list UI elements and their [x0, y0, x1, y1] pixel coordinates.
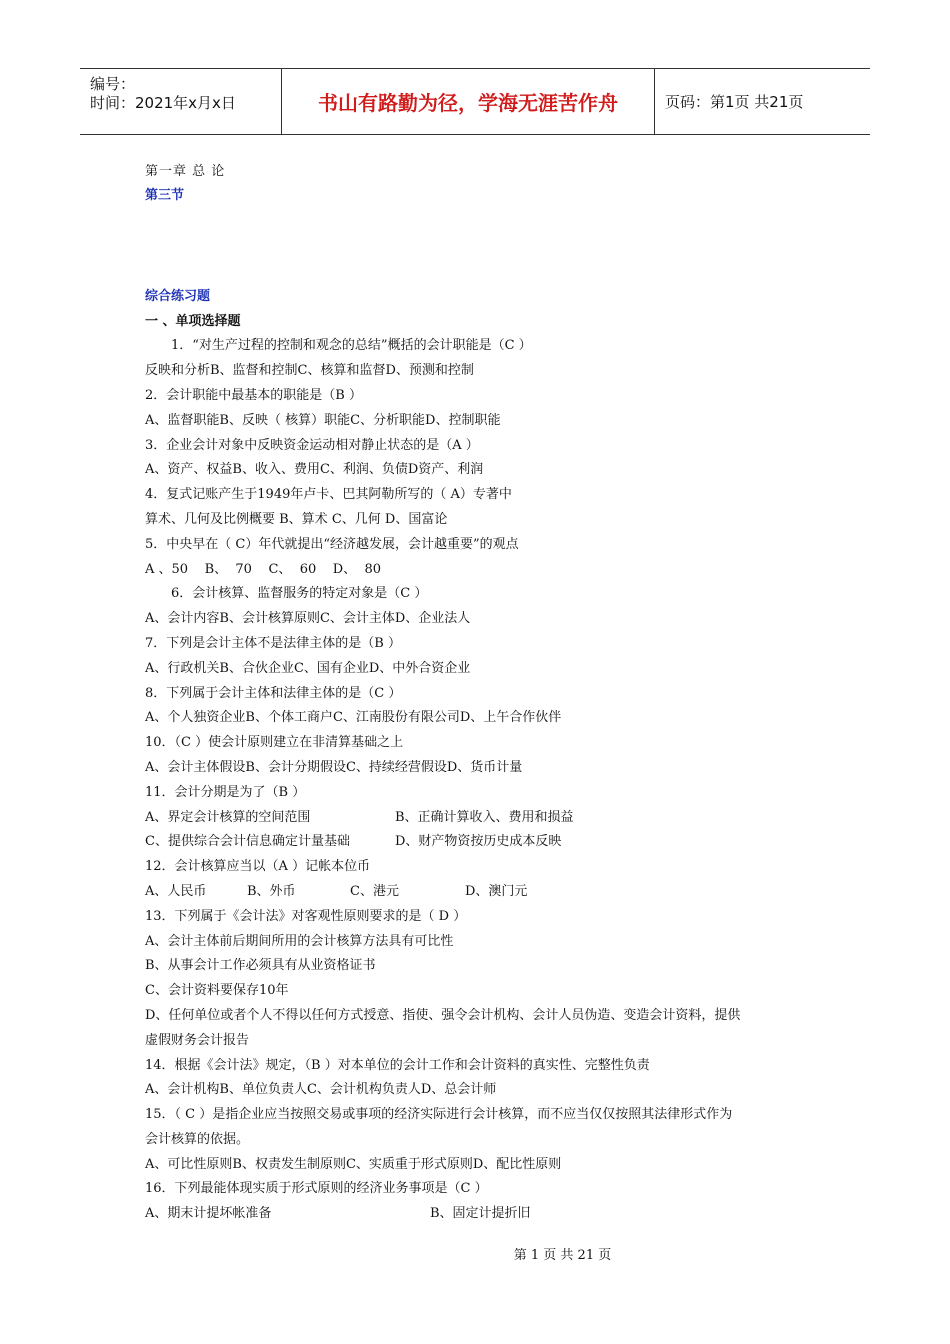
option-text: A、期末计提坏帐准备: [145, 1206, 272, 1222]
question-16: 16．下列最能体现实质于形式原则的经济业务事项是（C ）: [145, 1181, 488, 1197]
question-10-options: A、会计主体假设B、会计分期假设C、持续经营假设D、货币计量: [145, 759, 523, 775]
number-label: 编号：: [90, 75, 136, 93]
question-7-options: A、行政机关B、合伙企业C、国有企业D、中外合资企业: [145, 660, 471, 676]
question-15: 15．（ C ）是指企业应当按照交易或事项的经济实际进行会计核算，而不应当仅仅按照其法律形式作为: [145, 1107, 733, 1123]
spacer: [145, 209, 815, 285]
part-title: 一 、单项选择题: [145, 313, 241, 329]
question-13-option-d: D、任何单位或者个人不得以任何方式授意、指使、强令会计机构、会计人员伪造、变造会计资料，提供: [145, 1007, 741, 1023]
question-3: 3．企业会计对象中反映资金运动相对静止状态的是（A ）: [145, 437, 479, 453]
section-title: 第三节: [145, 188, 185, 203]
question-6: 6．会计核算、监督服务的特定对象是（C ）: [171, 586, 428, 602]
question-13-option-d-cont: 虚假财务会计报告: [145, 1032, 250, 1048]
question-15-options: A、可比性原则B、权责发生制原则C、实质重于形式原则D、配比性原则: [145, 1156, 562, 1172]
option-text: A、界定会计核算的空间范围: [145, 809, 311, 825]
header-motto: 书山有路勤为径，学海无涯苦作舟: [282, 69, 655, 134]
question-11-options-cd: [145, 830, 815, 855]
header-meta: [80, 69, 282, 134]
question-13-option-a: A、会计主体前后期间所用的会计核算方法具有可比性: [145, 933, 454, 949]
question-13-option-c: C、会计资料要保存10年: [145, 983, 289, 999]
question-8: 8．下列属于会计主体和法律主体的是（C ）: [145, 685, 402, 701]
question-5-options: A 、50 B、 70 C、 60 D、 80: [145, 561, 381, 577]
question-2-options: A、监督职能B、反映（ 核算）职能C、分析职能D、控制职能: [145, 412, 501, 428]
document-body: [145, 160, 815, 1227]
question-4: 4．复式记账产生于1949年卢卡、巴其阿勒所写的（ A）专著中: [145, 487, 512, 503]
question-3-options: A、资产、权益B、收入、费用C、利润、负债D资产、利润: [145, 462, 484, 478]
option-text: B、固定计提折旧: [430, 1206, 531, 1222]
question-14-options: A、会计机构B、单位负责人C、会计机构负责人D、总会计师: [145, 1082, 497, 1098]
question-6-options: A、会计内容B、会计核算原则C、会计主体D、企业法人: [145, 611, 471, 627]
question-1-options: 反映和分析B、监督和控制C、核算和监督D、预测和控制: [145, 363, 474, 379]
option-text: D、财产物资按历史成本反映: [395, 834, 562, 850]
question-15-cont: 会计核算的依据。: [145, 1131, 250, 1147]
question-11: 11．会计分期是为了（B ）: [145, 784, 306, 800]
exercise-title: 综合练习题: [145, 288, 211, 304]
question-10: 10．（C ）使会计原则建立在非清算基础之上: [145, 735, 404, 751]
question-16-options: [145, 1202, 815, 1227]
question-8-options: A、个人独资企业B、个体工商户C、江南股份有限公司D、上午合作伙伴: [145, 710, 562, 726]
question-7: 7．下列是会计主体不是法律主体的是（B ）: [145, 635, 401, 651]
question-5: 5．中央早在（ C）年代就提出“经济越发展，会计越重要”的观点: [145, 536, 519, 552]
question-11-options-ab: [145, 806, 815, 831]
page-footer: 第 1 页 共 21 页: [513, 1248, 612, 1263]
question-2: 2．会计职能中最基本的职能是（B ）: [145, 387, 362, 403]
question-13-option-b: B、从事会计工作必须具有从业资格证书: [145, 958, 376, 974]
question-12: 12．会计核算应当以（A ）记帐本位币: [145, 859, 371, 875]
question-4-options: 算术、几何及比例概要 B、算术 C、几何 D、国富论: [145, 511, 448, 527]
header-page-info: 页码：第1页 共21页: [665, 93, 804, 111]
page-header: [80, 68, 870, 135]
option-text: C、提供综合会计信息确定计量基础: [145, 834, 350, 850]
question-12-options: [145, 880, 815, 905]
option-text: B、外币: [247, 883, 296, 899]
chapter-title: 第一章 总 论: [145, 164, 226, 179]
question-1: 1．“对生产过程的控制和观念的总结”概括的会计职能是（C ）: [171, 338, 532, 354]
question-14: 14．根据《会计法》规定，（B ）对本单位的会计工作和会计资料的真实性、完整性负责: [145, 1057, 650, 1073]
option-text: B、正确计算收入、费用和损益: [395, 809, 574, 825]
question-13: 13．下列属于《会计法》对客观性原则要求的是（ D ）: [145, 908, 467, 924]
option-text: D、澳门元: [465, 883, 528, 899]
time-label: 时间：2021年x月x日: [90, 94, 236, 112]
option-text: A、人民币: [145, 883, 207, 899]
option-text: C、港元: [350, 883, 399, 899]
